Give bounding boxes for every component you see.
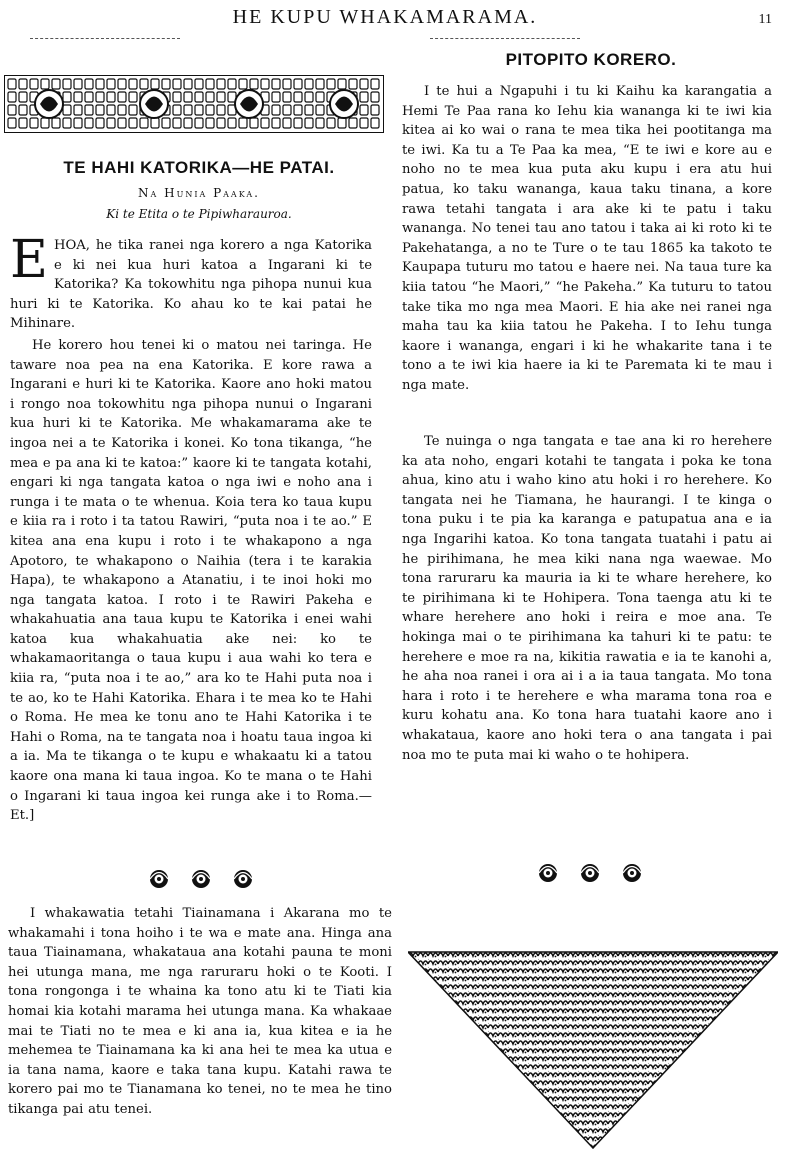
author-line: Na Hunia Paaka. [138, 186, 260, 200]
fleuron-icon [190, 868, 212, 890]
article-paragraph: I te hui a Ngapuhi i tu ki Kaihu ka karangatia a Hemi Te Paa rana ko Iehu kia wananga ki te iwi kia kitea ai ko wai o rana te mea tika hei pootitanga ma te iwi. Ka tu a Te Paa ka mea, “E te iwi e kore au e noho no te mea kua puta aku kupu i era atu hui patua, ko taku wananga, kaua taku tinana, a kore rawa tetahi tangata i ara ake ki te patu i taku wananga. No tenei tau ano tatou i taka ai ki roto ki te Pakehatanga, a no te Ture o te tau 1865 ka takoto te Kaupapa tuturu mo tatou e haere nei. Na taua ture ka kiia tatou “he Maori,” “he Pakeha.” Ka tuturu to tatou take tika mo nga mea Maori. E hia ake nei ranei nga maha tau ka kiia tatou he Pakeha. I to Iehu tunga kaore i wananga, engari i ki he whakarite tana i te tono a te iwi kia haere ia ki te Paremata ki te mau i nga mate. [402, 84, 772, 393]
bottom-news-item [8, 904, 392, 1120]
article-paragraph: I whakawatia tetahi Tiainamana i Akarana mo te whakamahi i tona hoiho i te wa e mate ana. Hinga ana taua Tiainamana, whakataua ana kotahi pauna te moni hei utunga mana, me nga raruraru hoki o te Kooti. I tona rongonga i te whaina ka tono atu ki te Tiati kia homai kia kotahi marama hei utunga mana. Ka whakaae mai te Tiati no te mea e ki ana ia, kua kitea e ia he mehemea te Tiainamana ka ki ana hei te mea ka utua e ia tana nama, kaore e taka tana kupu. Katahi rawa te korero pai mo te Tianamana ko tenei, no te mea he tino tikanga pai atu tenei. [8, 906, 392, 1117]
fleuron-icon [621, 862, 643, 884]
left-article-body [10, 230, 372, 826]
article-paragraph [10, 230, 372, 334]
article-paragraph: He korero hou tenei ki o matou nei taringa. He taware noa pea na ena Katorika. E kore rawa a Ingarani e huri ki te Katorika. Kaore ano hoki matou i rongo noa tokowhitu nga pihopa nunui o Ingarani kua huri ki te Katorika. Me whakamarama ake te ingoa nei a te Katorika i konei. Ko tona tikanga, “he mea e pa ana ki te katoa:” kaore ki te tangata kotahi, engari ki nga tangata katoa o nga iwi e noho ana i runga i te mata o te whenua. Koia tera ko taua kupu e kiia ra i roto i ta tatou Rawiri, “puta noa i te ao.” E kitea ana ena kupu i roto i te whakapono a nga Apotoro, te whakapono o Naihia (tera i te karakia Hapa), te whakapono a Atanatiu, i te inoi hoki mo nga tangata katoa. I roto i te Rawiri Pakeha e whakahuatia ana taua kupu te Katorika i enei wahi katoa kua whakahuatia ake nei: ko te whakamaoritanga o taua kupu i aua wahi ko tera e kiia ra, “puta noa i te ao,” ara ko te Hahi puta noa i te ao, ko te Hahi Katorika. Ehara i te mea ko te Hahi o Roma. He mea ke tonu ano te Hahi Katorika i te Hahi o Roma, na te tangata noa i hoatu taua ingoa ki a ia. Ma te tikanga o te kupu e whakaatu ki a tatou kaore ona mana ki taua ingoa. Ko te mana o te Hahi o Ingarani ki taua ingoa kei runga ake i to Roma.—Et.] [10, 337, 372, 824]
fleuron-row-right [537, 862, 643, 884]
paragraph-text: HOA, he tika ranei nga korero a nga Katorika e ki nei kua huri katoa a Ingarani ki te Katorika? Ka tokowhitu nga pihopa nunui kua huri ki te Katorika. Ko ahau ko te kai patai he Mihinare. [10, 238, 372, 332]
news-section-title: PITOPITO KORERO. [505, 50, 677, 69]
header-rule-left [30, 38, 180, 39]
fleuron-icon [579, 862, 601, 884]
page-number: 11 [758, 12, 772, 27]
fleuron-row-left [148, 868, 254, 890]
triangular-ornament-icon [408, 950, 778, 1150]
running-title: HE KUPU WHAKAMARAMA. [232, 6, 538, 28]
article-title: TE HAHI KATORIKA—HE PATAI. [63, 158, 335, 177]
news-item-1 [402, 82, 772, 396]
header-rule-right [430, 38, 580, 39]
fleuron-icon [232, 868, 254, 890]
news-item-2 [402, 432, 772, 765]
fleuron-icon [537, 862, 559, 884]
addressee-line: Ki te Etita o te Pipiwharauroa. [106, 207, 292, 221]
article-paragraph: Te nuinga o nga tangata e tae ana ki ro herehere ka ata noho, engari kotahi te tangata i poka ke tona ahua, kino atu i waho kino atu hoki i ro herehere. Ko tangata nei he Tiamana, he haurangi. I te kinga o tona puku i te pia ka karanga e patupatua ana e ia nga Ingarihi katoa. Ko tona tangata tuatahi i patu ai he pirihimana, he mea kiki nana nga waewae. Mo tona raruraru ka mauria ia ki te whare herehere, ko te pirihimana ki te Hohipera. Tona taenga atu ki te whare herehere ano hoki i reira e moe ana. Te hokinga mai o te pirihimana ka tahuri ki te patu: te herehere e moe ra na, kikitia rawatia e ia te kanohi a, he aha noa ranei i ora ai i a ia taua tangata. Mo tona hara i roto i te herehere e wha marama tona roa e kuru kohatu ana. Ko tona hara tuatahi kaore ano i whakataua, kaore ano hoki tera o ana tangata i pai noa mo te puta mai ki waho o te hohipera. [402, 434, 772, 763]
ornamental-banner-icon [4, 75, 384, 133]
fleuron-icon [148, 868, 170, 890]
drop-cap: E [10, 230, 48, 290]
